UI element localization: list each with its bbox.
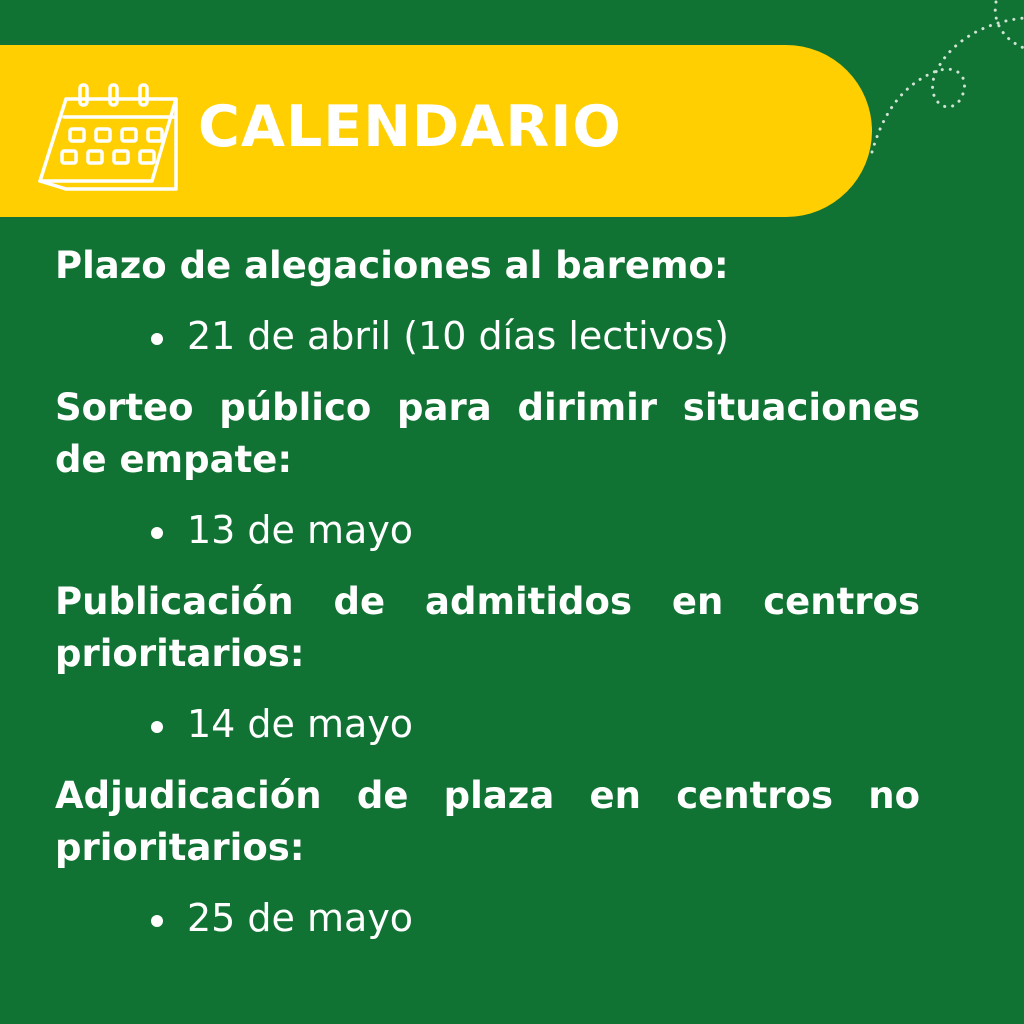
calendar-list	[55, 240, 920, 964]
list-item	[55, 892, 920, 944]
calendar-icon	[36, 81, 181, 201]
bullet-icon	[151, 721, 163, 733]
bullet-icon	[151, 527, 163, 539]
section-heading: Publicación de admitidos en centros prioritarios:	[55, 580, 920, 675]
date-text: 13 de mayo	[187, 508, 414, 552]
date-text: 14 de mayo	[187, 702, 414, 746]
page-title: CALENDARIO	[198, 94, 622, 160]
list-item	[55, 310, 920, 362]
date-text: 21 de abril (10 días lectivos)	[187, 314, 729, 358]
section-heading: Adjudicación de plaza en centros no prioritarios:	[55, 774, 920, 869]
section-heading: Sorteo público para dirimir situaciones de empate:	[55, 386, 920, 481]
section-adjudicacion	[55, 770, 920, 944]
dotted-swirl-decoration	[864, 0, 1024, 160]
bullet-icon	[151, 333, 163, 345]
section-alegaciones	[55, 240, 920, 362]
bullet-icon	[151, 915, 163, 927]
date-text: 25 de mayo	[187, 896, 414, 940]
title-banner	[0, 45, 872, 217]
list-item	[55, 504, 920, 556]
section-publicacion	[55, 576, 920, 750]
section-sorteo	[55, 382, 920, 556]
section-heading: Plazo de alegaciones al baremo:	[55, 244, 729, 287]
list-item	[55, 698, 920, 750]
